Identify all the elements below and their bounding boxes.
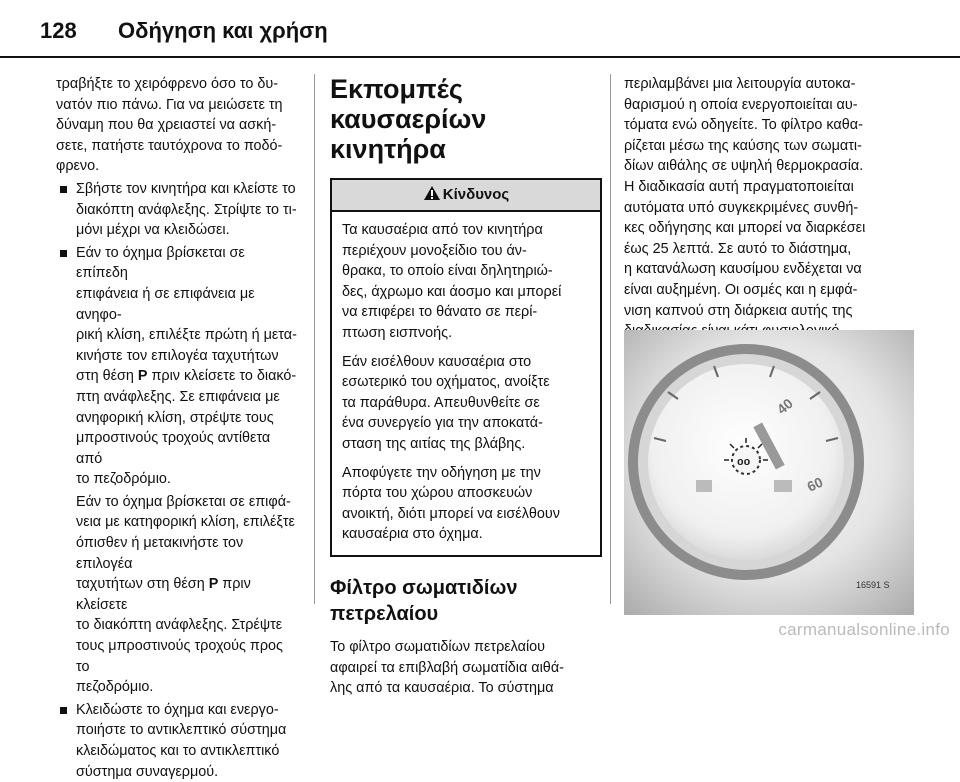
column-divider-2 (610, 74, 611, 604)
danger-paragraph: Αποφύγετε την οδήγηση με την πόρτα του χώρου αποσκευών ανοικτή, διότι μπορεί να εισέλθουν καυσαέρια στο όχημα. (342, 464, 560, 543)
column-divider-1 (314, 74, 315, 604)
page-header (0, 0, 960, 56)
danger-paragraph: Εάν εισέλθουν καυσαέρια στο εσωτερικό του οχήματος, ανοίξτε τα παράθυρα. Απευθυνθείτε σε ένα συνεργείο για την αποκατά- σταση της αιτίας της βλάβης. (342, 353, 550, 452)
svg-text:40: 40 (773, 395, 796, 418)
column-middle (330, 74, 602, 699)
paragraph-downhill: Εάν το όχημα βρίσκεται σε επιφά- νεια με κατηφορική κλίση, επιλέξτε όπισθεν ή μετακινήστε τον επιλογέα ταχυτήτων στη θέση P πριν κλείσετε το διακόπτη ανάφλεξης. Στρέψτε τους μπροστινούς τροχούς προς το πεζοδρόμιο. (76, 493, 295, 696)
warning-triangle-icon (423, 185, 441, 201)
bullet-item-level-uphill: Εάν το όχημα βρίσκεται σε επίπεδη επιφάνεια ή σε επιφάνεια με ανηφο- ρική κλίση, επιλέξτε πρώτη ή μετα- κινήστε τον επιλογέα ταχυτήτων στη θέση P πριν κλείσετε το διακό- πτη ανάφλεξης. Σε επιφάνεια με ανηφορική κλίση, στρέψτε τους μπροστινούς τροχούς αντίθετα από το πεζοδρόμιο. (56, 243, 300, 490)
danger-body (332, 212, 600, 555)
section-title-particulate-filter: Φίλτρο σωματιδίων πετρελαίου (330, 576, 518, 625)
watermark: carmanualsonline.info (778, 620, 950, 639)
danger-label: Κίνδυνος (442, 186, 510, 203)
figure-code: 16591 S (856, 580, 890, 590)
page-number: 128 (40, 18, 77, 43)
column-left (56, 74, 300, 782)
body-paragraph: περιλαμβάνει μια λειτουργία αυτοκα- θαρισμού η οποία ενεργοποιείται αυ- τόματα ενώ οδηγείτε. Το φίλτρο καθα- ρίζεται μέσω της καύσης των σωματι- δίων αιθάλης σε υψηλή θερμοκρασία. Η διαδικασία αυτή πραγματοποιείται αυτόματα υπό συγκεκριμένες συνθή- κες οδήγησης και μπορεί να διαρκέσει έως 25 λεπτά. Σε αυτό το διάστημα, η κατανάλωση καυσίμου ενδέχεται να είναι αυξημένη. Οι οσμές και η εμφά- νιση καπνού στη διάρκεια αυτής της (624, 76, 866, 319)
column-right (624, 74, 914, 342)
body-paragraph: Το φίλτρο σωματιδίων πετρελαίου αφαιρεί τα επιβλαβή σωματίδια αιθά- λης από τα καυσαέρια. Το σύστημα (330, 638, 564, 697)
svg-text:60: 60 (804, 473, 826, 495)
page-title: Οδήγηση και χρήση (118, 18, 328, 43)
continuation-paragraph: τραβήξτε το χειρόφρενο όσο το δυ- νατόν πιο πάνω. Για να μειώσετε τη δύναμη που θα χρειαστεί να ασκή- σετε, πατήστε ταυτόχρονα το ποδό- φρενο. (56, 76, 283, 175)
gauge-illustration (624, 330, 914, 615)
svg-text:oo: oo (737, 457, 751, 469)
danger-paragraph: Τα καυσαέρια από τον κινητήρα περιέχουν μονοξείδιο του άν- θρακα, το οποίο είναι δηλητηριώ- δες, άχρωμο και άοσμο και μπορεί να επιφέρει το θάνατο σε περί- πτωση εισπνοής. (342, 222, 562, 341)
bullet-item-switch-off: Σβήστε τον κινητήρα και κλείστε το διακόπτη ανάφλεξης. Στρίψτε το τι- μόνι μέχρι να κλειδώσει. (56, 179, 300, 241)
danger-header (332, 180, 600, 212)
danger-box (330, 178, 602, 557)
instrument-cluster-figure (624, 330, 914, 615)
bullet-item-lock-vehicle: Κλειδώστε το όχημα και ενεργο- ποιήστε το αντικλεπτικό σύστημα κλειδώματος και το αντικλεπτικό σύστημα συναγερμού. (56, 700, 300, 782)
section-title-engine-exhaust: Εκπομπές καυσαερίων κινητήρα (330, 74, 487, 164)
header-divider (0, 56, 960, 58)
